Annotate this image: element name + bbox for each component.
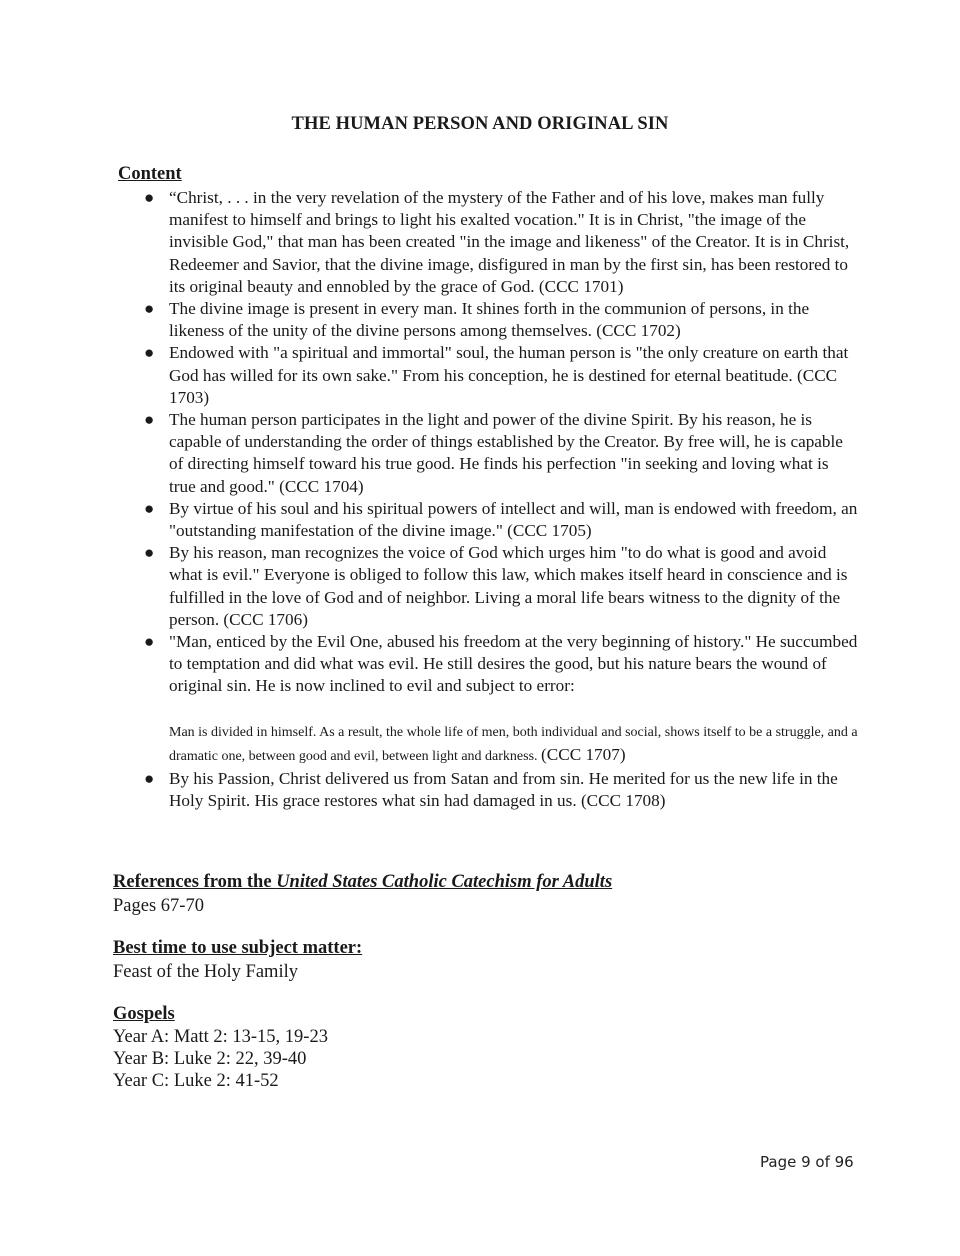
references-heading bbox=[113, 872, 612, 893]
block-quote bbox=[169, 722, 859, 768]
list-item bbox=[144, 542, 859, 631]
bullet-icon: ● bbox=[144, 768, 155, 788]
bullet-text: “Christ, . . . in the very revelation of the mystery of the Father and of his love, makes man fully manifest to himself and brings to light his exalted vocation." It is in Christ, "the image of the invisible God," that man has been created "in the image and likeness" of the Creator. It is in Christ, Redeemer and Savior, that the divine image, disfigured in man by the first sin, has been restored to its original beauty and ennobled by the grace of God. (CCC 1701) bbox=[169, 188, 850, 296]
references-book-title: United States Catholic Catechism for Adults bbox=[276, 872, 613, 892]
quote-citation: (CCC 1707) bbox=[541, 744, 626, 764]
bullet-text: By his reason, man recognizes the voice of God which urges him "to do what is good and avoid what is evil." Everyone is obliged to follow this law, which makes itself heard in conscience and is fulfilled in the love of God and of neighbor. Living a moral life bears witness to the dignity of the person. (CCC 1706) bbox=[169, 543, 848, 629]
list-item bbox=[144, 631, 859, 768]
bullet-icon: ● bbox=[144, 543, 155, 563]
content-heading: Content bbox=[118, 164, 182, 184]
bullet-icon: ● bbox=[144, 632, 155, 652]
quote-text: Man is divided in himself. As a result, the whole life of men, both individual and social, shows itself to be a struggle, and a dramatic one, between good and evil, between light and darkness. bbox=[169, 724, 858, 764]
bullet-icon: ● bbox=[144, 343, 155, 363]
references-pages: Pages 67-70 bbox=[113, 896, 204, 916]
bullet-text: By virtue of his soul and his spiritual powers of intellect and will, man is endowed with freedom, an "outstanding manifestation of the divine image." (CCC 1705) bbox=[169, 498, 858, 541]
bullet-text: Endowed with "a spiritual and immortal" soul, the human person is "the only creature on earth that God has willed for its own sake." From his conception, he is destined for eternal beatitude. (CCC 1703) bbox=[169, 343, 849, 407]
list-item bbox=[144, 342, 859, 409]
page-number: Page 9 of 96 bbox=[760, 1153, 854, 1171]
best-time-text: Feast of the Holy Family bbox=[113, 962, 298, 982]
gospel-year-a: Year A: Matt 2: 13-15, 19-23 bbox=[113, 1027, 328, 1047]
bullet-icon: ● bbox=[144, 188, 155, 207]
bullet-icon: ● bbox=[144, 498, 155, 518]
bullet-text: The divine image is present in every man. It shines forth in the communion of persons, in the likeness of the unity of the divine persons among themselves. (CCC 1702) bbox=[169, 299, 810, 341]
bullet-text: "Man, enticed by the Evil One, abused his freedom at the very beginning of history." He succumbed to temptation and did what was evil. He still desires the good, but his nature bears the wound of original sin. He is now inclined to evil and subject to error: bbox=[169, 632, 858, 696]
list-item bbox=[144, 498, 859, 542]
references-heading-prefix: References from the bbox=[113, 872, 277, 892]
list-item bbox=[144, 768, 859, 812]
gospels-heading: Gospels bbox=[113, 1004, 175, 1024]
bullet-icon: ● bbox=[144, 410, 155, 430]
list-item bbox=[144, 409, 859, 498]
bullet-icon: ● bbox=[144, 299, 155, 319]
bullet-text: The human person participates in the light and power of the divine Spirit. By his reason, he is capable of understanding the order of things established by the Creator. By free will, he is capable of directing himself toward his true good. He finds his perfection "in seeking and loving what is true and good." (CCC 1704) bbox=[169, 410, 843, 496]
bullet-text: By his Passion, Christ delivered us from Satan and from sin. He merited for us the new life in the Holy Spirit. His grace restores what sin had damaged in us. (CCC 1708) bbox=[169, 768, 838, 810]
best-time-heading: Best time to use subject matter: bbox=[113, 938, 363, 958]
list-item bbox=[144, 298, 859, 342]
gospel-year-c: Year C: Luke 2: 41-52 bbox=[113, 1071, 279, 1091]
page-title: THE HUMAN PERSON AND ORIGINAL SIN bbox=[291, 114, 669, 134]
content-bullet-list bbox=[144, 187, 859, 812]
list-item bbox=[144, 187, 859, 298]
gospel-year-b: Year B: Luke 2: 22, 39-40 bbox=[113, 1049, 307, 1069]
